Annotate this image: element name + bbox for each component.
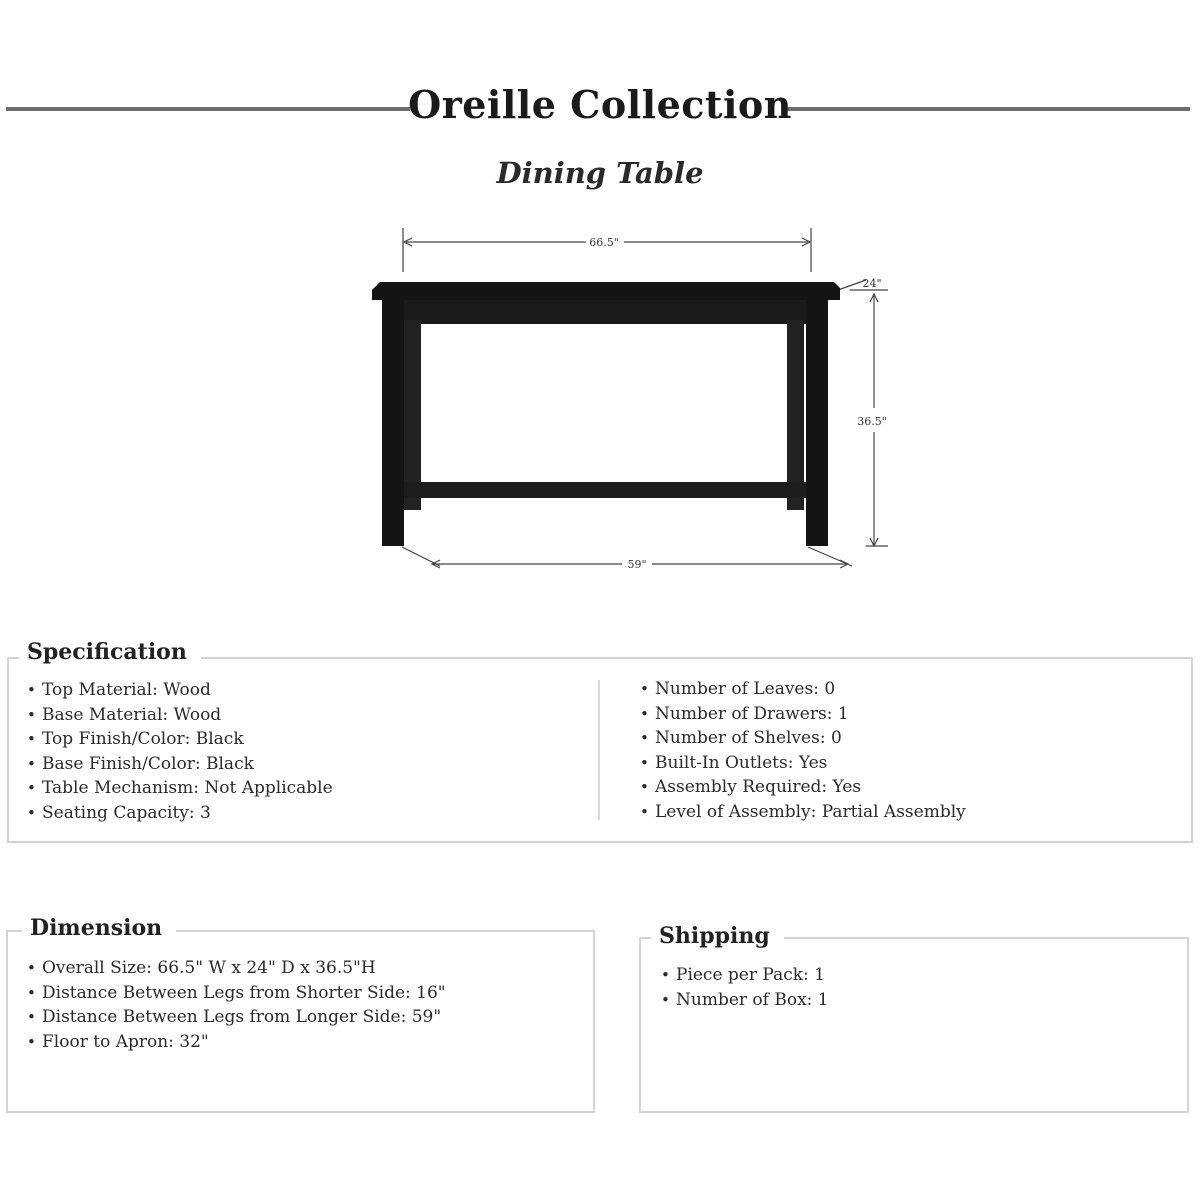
list-item: • Floor to Apron: 32" [27,1030,446,1055]
width-label: 66.5" [589,236,619,249]
list-item: • Base Material: Wood [27,703,333,728]
list-item: • Number of Box: 1 [661,988,829,1013]
product-subtitle: Dining Table [496,156,704,190]
dimension-list [27,956,446,1054]
list-item: • Assembly Required: Yes [640,775,966,800]
list-item: • Number of Drawers: 1 [640,702,966,727]
list-item: • Top Material: Wood [27,678,333,703]
table-illustration [372,282,840,546]
specification-column-divider [598,680,600,820]
list-item: • Number of Shelves: 0 [640,726,966,751]
dining-table-diagram [0,215,1200,585]
list-item: • Number of Leaves: 0 [640,677,966,702]
list-item: • Seating Capacity: 3 [27,801,333,826]
list-item: • Base Finish/Color: Black [27,752,333,777]
list-item: • Piece per Pack: 1 [661,963,829,988]
dimension-title: Dimension [22,915,176,941]
list-item: • Distance Between Legs from Shorter Side: 16" [27,981,446,1006]
list-item: • Distance Between Legs from Longer Side: 59" [27,1005,446,1030]
leg-span-label: 59" [627,558,647,571]
leg-front-right [806,300,828,546]
specification-left-list [27,678,333,825]
page-title: Oreille Collection [408,82,792,127]
shipping-list [661,963,829,1012]
list-item: • Top Finish/Color: Black [27,727,333,752]
specification-right-list [640,677,966,824]
depth-label: 24" [862,277,882,290]
specification-title: Specification [19,639,201,665]
leg-back-left [404,320,421,510]
leg-back-right [787,320,804,510]
list-item: • Level of Assembly: Partial Assembly [640,800,966,825]
table-top [372,282,840,300]
stretcher [404,482,806,498]
height-label: 36.5" [857,415,887,428]
list-item: • Built-In Outlets: Yes [640,751,966,776]
table-apron [384,300,828,324]
shipping-title: Shipping [651,923,784,949]
leg-front-left [382,300,404,546]
list-item: • Table Mechanism: Not Applicable [27,776,333,801]
list-item: • Overall Size: 66.5" W x 24" D x 36.5"H [27,956,446,981]
width-dimension [403,228,811,272]
